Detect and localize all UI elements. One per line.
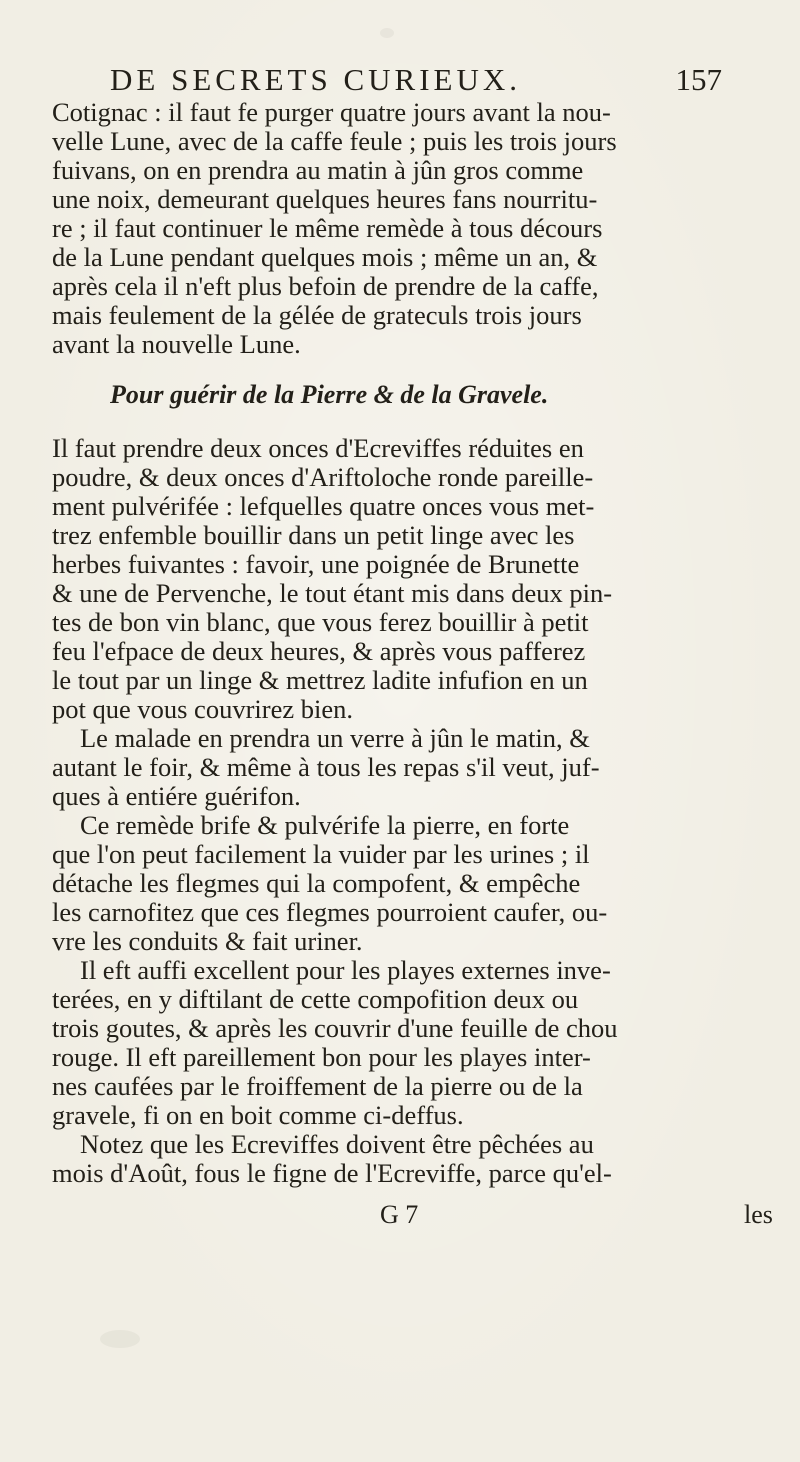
text-line: tes de bon vin blanc, que vous ferez bouillir à petit	[52, 607, 589, 637]
text-line: vre les conduits & fait uriner.	[52, 926, 363, 956]
text-line: le tout par un linge & mettrez ladite infufion en un	[52, 665, 588, 695]
text-line: gravele, fi on en boit comme ci-deffus.	[52, 1100, 464, 1130]
text-line: avant la nouvelle Lune.	[52, 329, 301, 359]
signature-mark: G 7	[380, 1200, 419, 1229]
text-line: feu l'efpace de deux heures, & après vous pafferez	[52, 636, 586, 666]
text-line: mois d'Août, fous le figne de l'Ecreviffe, parce qu'el-	[52, 1158, 612, 1188]
text-line: fuivans, on en prendra au matin à jûn gros comme	[52, 155, 584, 185]
text-line: Ce remède brife & pulvérife la pierre, en forte	[80, 810, 570, 840]
text-line: rouge. Il eft pareillement bon pour les playes inter-	[52, 1042, 591, 1072]
text-line: herbes fuivantes : favoir, une poignée de Brunette	[52, 549, 580, 579]
text-line: ques à entiére guérifon.	[52, 781, 301, 811]
text-line: que l'on peut facilement la vuider par les urines ; il	[52, 839, 590, 869]
paragraph-continued	[52, 98, 794, 359]
text-line: trez enfemble bouillir dans un petit linge avec les	[52, 520, 575, 550]
text-line: Le malade en prendra un verre à jûn le matin, &	[80, 723, 590, 753]
text-line: velle Lune, avec de la caffe feule ; puis les trois jours	[52, 126, 617, 156]
body-text	[52, 434, 794, 1188]
paper-stain	[380, 28, 394, 38]
running-title: DE SECRETS CURIEUX.	[110, 62, 521, 97]
text-line: une noix, demeurant quelques heures fans nourritu-	[52, 184, 598, 214]
section-title: Pour guérir de la Pierre & de la Gravele.	[110, 380, 549, 409]
text-line: les carnofitez que ces flegmes pourroient caufer, ou-	[52, 897, 608, 927]
text-line: de la Lune pendant quelques mois ; même un an, &	[52, 242, 598, 272]
text-line: autant le foir, & même à tous les repas s'il veut, juf-	[52, 752, 600, 782]
text-line: terées, en y diftilant de cette compofition deux ou	[52, 984, 579, 1014]
text-line: Notez que les Ecreviffes doivent être pêchées au	[80, 1129, 594, 1159]
text-line: re ; il faut continuer le même remède à tous décours	[52, 213, 603, 243]
text-line: mais feulement de la gélée de grateculs trois jours	[52, 300, 582, 330]
page-header	[110, 62, 722, 102]
text-line: Il eft auffi excellent pour les playes externes inve-	[80, 955, 611, 985]
text-line: poudre, & deux onces d'Ariftoloche ronde pareille-	[52, 462, 594, 492]
page-number: 157	[675, 62, 722, 97]
text-line: trois goutes, & après les couvrir d'une feuille de chou	[52, 1013, 618, 1043]
text-line: après cela il n'eft plus befoin de prendre de la caffe,	[52, 271, 599, 301]
text-line: détache les flegmes qui la compofent, & empêche	[52, 868, 581, 898]
text-line: pot que vous couvrirez bien.	[52, 694, 353, 724]
paper-stain	[100, 1330, 140, 1348]
text-line: ment pulvérifée : lefquelles quatre onces vous met-	[52, 491, 595, 521]
text-line: & une de Pervenche, le tout étant mis dans deux pin-	[52, 578, 613, 608]
catchword: les	[744, 1200, 773, 1229]
text-line: Cotignac : il faut fe purger quatre jours avant la nou-	[52, 97, 611, 127]
text-line: Il faut prendre deux onces d'Ecreviffes réduites en	[52, 433, 584, 463]
text-line: nes caufées par le froiffement de la pierre ou de la	[52, 1071, 583, 1101]
